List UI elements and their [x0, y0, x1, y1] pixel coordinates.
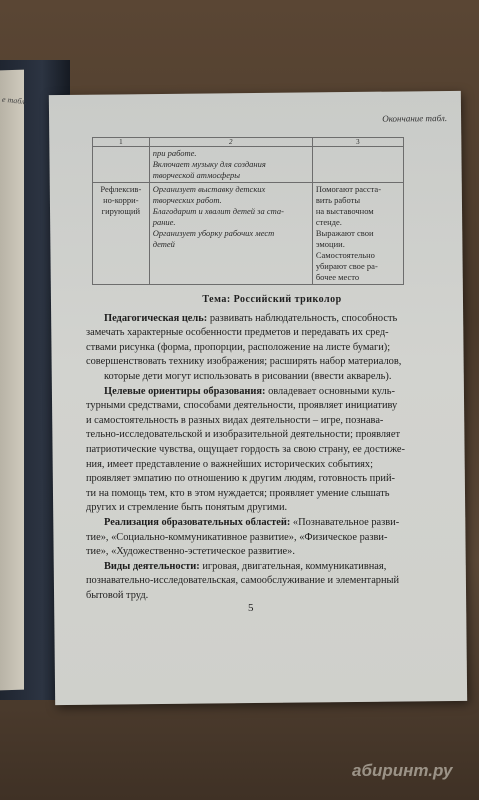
cell-text: детей [152, 239, 175, 249]
page-body [86, 293, 458, 603]
section-activity-types [86, 560, 458, 604]
paragraph-line: которые дети могут использовать в рисовании (ввести акварель). [104, 370, 392, 382]
paragraph-line: других и стремление быть понятым другими. [86, 502, 288, 514]
paragraph-first-line [86, 385, 458, 400]
paragraph-line: турными средствами, способами деятельности, проявляет инициативу [86, 400, 398, 412]
table-header-cell: 2 [149, 138, 312, 147]
paragraph-line: ствами рисунка (форма, пропорции, расположение на листе бумаги); [86, 341, 391, 353]
paragraph-line: ти на помощь тем, кто в этом нуждается; проявляет умение слышать [86, 487, 390, 499]
adjacent-page [0, 70, 24, 691]
paragraph-line: тие», «Социально-коммуникативное развитие», «Физическое разви- [86, 531, 388, 543]
table-row [93, 183, 404, 285]
section-pedagogical-goal [86, 312, 458, 385]
cell-text: на выставочном [315, 206, 374, 216]
table-cell [149, 147, 312, 183]
table-cell [93, 147, 150, 183]
paragraph-text: «Познавательное разви- [290, 516, 400, 528]
paragraph-line: тельно-исследовательской и изобразительной деятельности; проявляет [86, 429, 400, 441]
cell-text: творческих работ. [152, 195, 222, 205]
section-lead: Виды деятельности: [104, 560, 200, 572]
lesson-title: Тема: Российский триколор [202, 294, 342, 305]
paragraph-line: проявляет эмпатию по отношению к другим людям, готовность прий- [86, 473, 395, 485]
cell-text: Самостоятельно [315, 250, 375, 260]
paragraph-first-line [86, 312, 458, 327]
table-row [93, 147, 404, 183]
paragraph-line: познавательно-исследовательская, самообслуживание и элементарный [86, 575, 400, 587]
paragraph-first-line [86, 560, 458, 575]
paragraph-text: овладевает основными куль- [265, 385, 395, 397]
paragraph-text: игровая, двигательная, коммуникативная, [199, 560, 387, 572]
watermark: абиринт.ру [352, 761, 453, 780]
table-header-cell: 1 [93, 138, 150, 147]
paragraph-line: совершенствовать технику изображения; расширять набор материалов, [86, 356, 402, 368]
cell-text: рание. [152, 217, 176, 227]
cell-text: Выражают свои [315, 228, 374, 238]
cell-text: стенде. [315, 217, 342, 227]
cell-text: бочее место [315, 272, 360, 282]
section-lead: Реализация образовательных областей: [104, 516, 291, 528]
section-lead: Целевые ориентиры образования: [104, 385, 266, 397]
cell-text: эмоции. [315, 239, 345, 249]
cell-text: Помогают расста- [315, 184, 382, 194]
cell-text: Организует выставку детских [152, 184, 266, 194]
table-cell [93, 183, 150, 285]
section-target-guidelines [86, 385, 458, 516]
cell-text: Благодарит и хвалит детей за ста- [152, 206, 284, 216]
cell-text: вить работы [315, 195, 361, 205]
cell-text: гирующий [101, 206, 141, 216]
lesson-table [92, 137, 404, 285]
cell-text: Включает музыку для создания [152, 159, 266, 169]
table-continuation-note: Окончание табл. [382, 113, 448, 124]
cell-text: при работе. [152, 148, 197, 158]
paragraph-first-line [86, 516, 458, 531]
paragraph-line: ния, имеет представление о важнейших исторических событиях; [86, 458, 374, 470]
table-header-cell: 3 [312, 138, 403, 147]
paragraph-line: тие», «Художественно-эстетическое развитие». [86, 546, 295, 558]
adjacent-page-text: е табл. [1, 94, 28, 107]
paragraph-line: патриотические чувства, ощущает гордость за свою страну, ее достиже- [86, 443, 405, 455]
page-number: 5 [248, 602, 254, 614]
paragraph-text: развивать наблюдательность, способность [207, 312, 398, 324]
cell-text: Организует уборку рабочих мест [152, 228, 275, 238]
cell-text: творческой атмосферы [152, 170, 240, 180]
table-cell [149, 183, 312, 285]
table-cell [312, 183, 403, 285]
section-educational-areas [86, 516, 458, 560]
cell-text: убирают свое ра- [315, 261, 378, 271]
cell-text: Рефлексив- [100, 184, 142, 194]
section-lead: Педагогическая цель: [104, 312, 208, 324]
table-header-row [93, 138, 404, 147]
paragraph-line: замечать характерные особенности предметов и передавать их сред- [86, 327, 389, 339]
paragraph-line: и самостоятельность в разных видах деятельности – игре, познава- [86, 414, 384, 426]
cell-text: но-корри- [103, 195, 139, 205]
paragraph-line: бытовой труд. [86, 589, 149, 601]
table-cell [312, 147, 403, 183]
